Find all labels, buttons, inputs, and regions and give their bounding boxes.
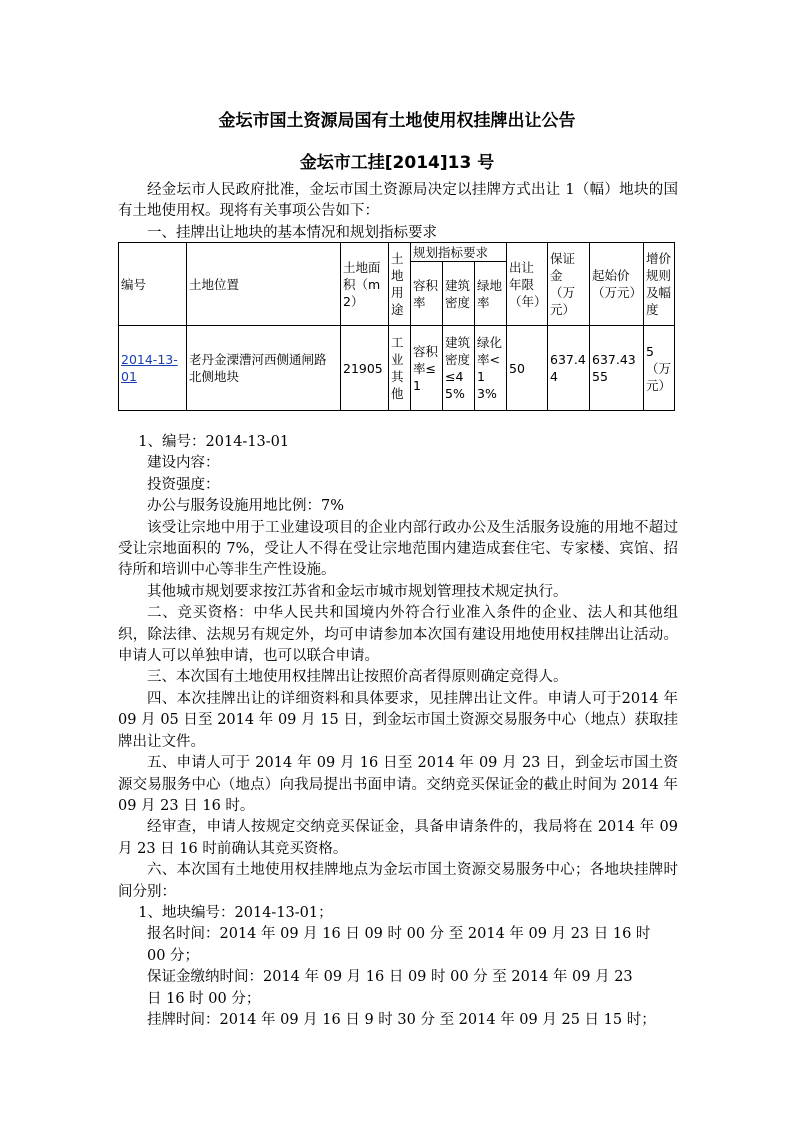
cell-use: 工业其他	[389, 326, 411, 411]
cell-green: 绿化率<13%	[475, 326, 507, 411]
intro-block	[118, 180, 678, 244]
section-eligibility: 二、竞买资格：中华人民共和国境内外符合行业准入条件的企业、法人和其他组织，除法律、法规另有规定外，均可申请参加本次国有建设用地使用权挂牌出让活动。申请人可以单独申请，也可以联合申请。	[118, 605, 678, 665]
page-title: 金坛市国土资源局国有土地使用权挂牌出让公告	[218, 111, 576, 131]
cell-increment: 5（万元）	[644, 326, 675, 411]
cell-start-price: 637.4355	[590, 326, 644, 411]
construction-content: 建设内容：	[147, 455, 220, 472]
header-start-price: 起始价（万元）	[590, 243, 644, 326]
section-review: 经审查，申请人按规定交纳竞买保证金，具备申请条件的，我局将在 2014 年 09 月 23 日 16 时前确认其竞买资格。	[118, 819, 678, 857]
plot-id-link[interactable]: 2014-13-01	[121, 352, 178, 384]
schedule-deposit-cont: 日 16 时 00 分；	[147, 990, 261, 1007]
schedule-registration: 报名时间：2014 年 09 月 16 日 09 时 00 分 至 2014 年 09 月 23 日 16 时	[147, 926, 651, 943]
cell-deposit: 637.44	[548, 326, 590, 411]
header-use: 土地用途	[389, 243, 411, 326]
schedule-deposit: 保证金缴纳时间：2014 年 09 月 16 日 09 时 00 分 至 2014 年 09 月 23	[147, 969, 633, 986]
schedule-plot: 1、地块编号：2014-13-01；	[138, 904, 333, 921]
cell-id[interactable]	[119, 326, 187, 411]
document-number: 金坛市工挂[2014]13 号	[299, 153, 495, 173]
land-plot-table	[118, 242, 675, 411]
section-listing-place: 六、本次国有土地使用权挂牌地点为金坛市国土资源交易服务中心；各地块挂牌时间分别：	[118, 862, 678, 900]
section1-heading: 一、挂牌出让地块的基本情况和规划指标要求	[147, 224, 437, 241]
cell-term: 50	[507, 326, 548, 411]
schedule-listing: 挂牌时间：2014 年 09 月 16 日 9 时 30 分 至 2014 年 09 月 25 日 15 时；	[147, 1011, 656, 1028]
header-location: 土地位置	[187, 243, 341, 326]
header-id: 编号	[119, 243, 187, 326]
office-note: 该受让宗地中用于工业建设项目的企业内部行政办公及生活服务设施的用地不超过受让宗地面积的 7%，受让人不得在受让宗地范围内建造成套住宅、专家楼、宾馆、招待所和培训中心等非生产性设施。	[118, 519, 678, 579]
section-award-rule: 三、本次国有土地使用权挂牌出让按照价高者得原则确定竞得人。	[147, 669, 568, 686]
item-number: 1、编号：2014-13-01	[138, 434, 290, 450]
cell-location: 老丹金溧漕河西侧通闸路北侧地块	[187, 326, 341, 411]
cell-area: 21905	[341, 326, 389, 411]
intro-paragraph: 经金坛市人民政府批准，金坛市国土资源局决定以挂牌方式出让 1（幅）地块的国有土地使用权。现将有关事项公告如下：	[118, 182, 678, 220]
office-ratio: 办公与服务设施用地比例：7%	[147, 498, 345, 515]
section-documents: 四、本次挂牌出让的详细资料和具体要求，见挂牌出让文件。申请人可于2014 年 09 月 05 日至 2014 年 09 月 15 日，到金坛市国土资源交易服务中心（地点）获取挂牌出让文件。	[118, 690, 678, 750]
header-term: 出让年限（年）	[507, 243, 548, 326]
header-deposit: 保证金（万元）	[548, 243, 590, 326]
investment-intensity: 投资强度：	[147, 476, 220, 493]
header-area: 土地面积（m2）	[341, 243, 389, 326]
cell-far: 容积率≤1	[411, 326, 443, 411]
other-requirements: 其他城市规划要求按江苏省和金坛市城市规划管理技术规定执行。	[147, 583, 568, 600]
header-planning-group: 规划指标要求	[411, 243, 507, 262]
schedule-registration-cont: 00 分；	[147, 947, 200, 964]
header-far: 容积率	[411, 262, 443, 326]
details-block	[118, 432, 678, 1031]
section-application: 五、申请人可于 2014 年 09 月 16 日至 2014 年 09 月 23 日，到金坛市国土资源交易服务中心（地点）向我局提出书面申请。交纳竞买保证金的截止时间为 2014 年 09 月 23 日 16 时。	[118, 755, 678, 814]
cell-density: 建筑密度≤45%	[443, 326, 475, 411]
header-green: 绿地率	[475, 262, 507, 326]
header-density: 建筑密度	[443, 262, 475, 326]
table-row	[119, 326, 675, 411]
header-increment: 增价规则及幅度	[644, 243, 675, 326]
